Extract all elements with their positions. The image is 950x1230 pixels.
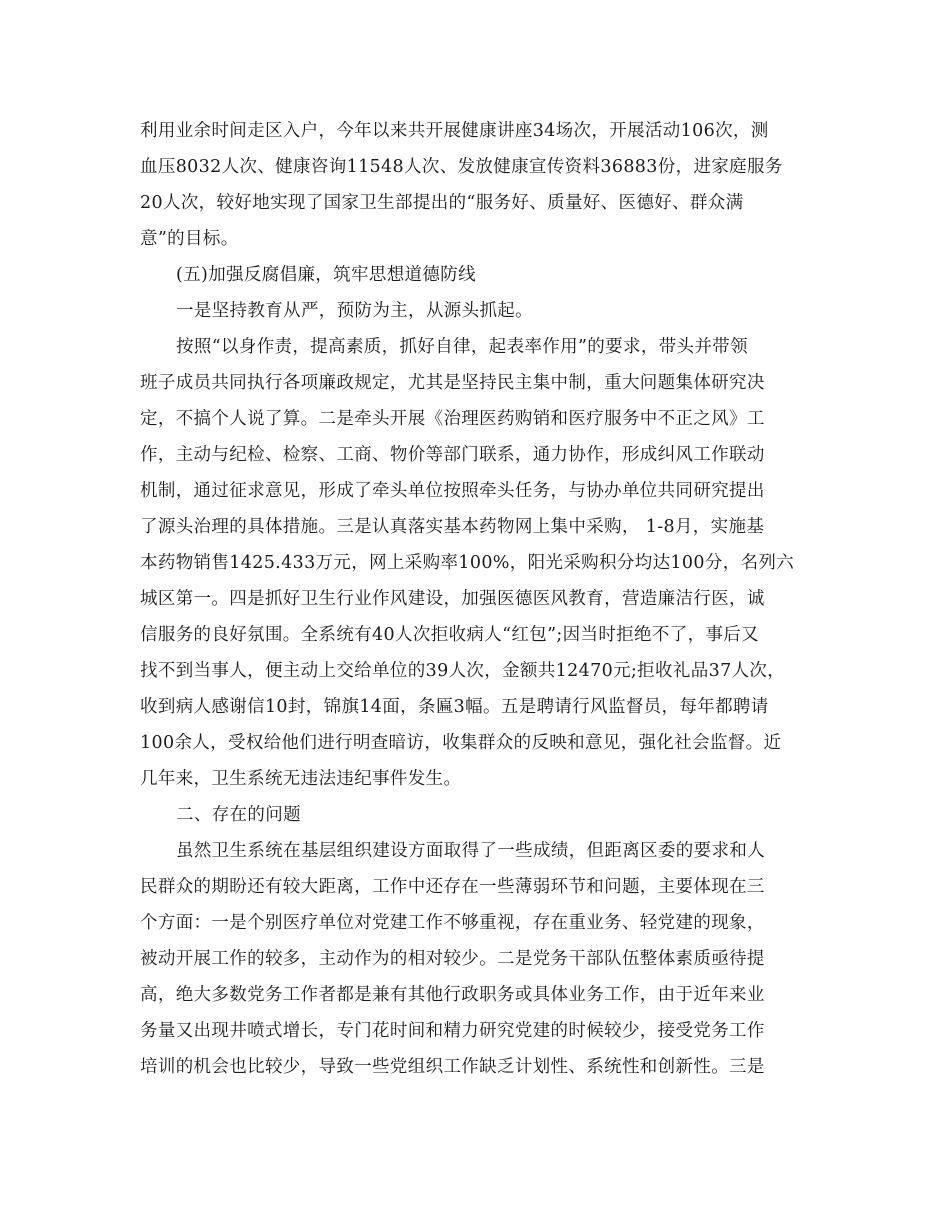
text-line: 一是坚持教育从严，预防为主，从源头抓起。	[176, 301, 533, 321]
section-heading: 二、存在的问题	[176, 805, 301, 825]
text-line: 机制，通过征求意见，形成了牵头单位按照牵头任务，与协办单位共同研究提出	[140, 481, 765, 501]
text-line: 民群众的期盼还有较大距离，工作中还存在一些薄弱环节和问题，主要体现在三	[140, 877, 765, 897]
text-line: 定，不搞个人说了算。二是牵头开展《治理医药购销和医疗服务中不正之风》工	[140, 409, 765, 429]
text-line: 利用业余时间走区入户，今年以来共开展健康讲座34场次，开展活动106次，测	[140, 121, 769, 141]
text-line: 20人次，较好地实现了国家卫生部提出的“服务好、质量好、医德好、群众满	[140, 193, 744, 213]
text-line: 班子成员共同执行各项廉政规定，尤其是坚持民主集中制，重大问题集体研究决	[140, 373, 765, 393]
text-line: 血压8032人次、健康咨询11548人次、发放健康宣传资料36883份，进家庭服务	[140, 157, 783, 177]
text-line: 收到病人感谢信10封，锦旗14面，条匾3幅。五是聘请行风监督员，每年都聘请	[140, 697, 769, 717]
text-line: 高，绝大多数党务工作者都是兼有其他行政职务或具体业务工作，由于近年来业	[140, 985, 765, 1005]
text-line: 信服务的良好氛围。全系统有40人次拒收病人“红包”;因当时拒绝不了，事后又	[140, 625, 760, 645]
paragraph-start-line: 按照“以身作责，提高素质，抓好自律，起表率作用”的要求，带头并带领	[176, 337, 748, 357]
text-line: 个方面：一是个别医疗单位对党建工作不够重视，存在重业务、轻党建的现象，	[140, 913, 765, 933]
text-line: 作，主动与纪检、检察、工商、物价等部门联系，通力协作，形成纠风工作联动	[140, 445, 765, 465]
text-line: 务量又出现井喷式增长，专门花时间和精力研究党建的时候较少，接受党务工作	[140, 1021, 765, 1041]
section-heading: (五)加强反腐倡廉，筑牢思想道德防线	[176, 265, 476, 285]
text-line: 100余人，受权给他们进行明查暗访，收集群众的反映和意见，强化社会监督。近	[140, 733, 782, 753]
text-line: 了源头治理的具体措施。三是认真落实基本药物网上集中采购， 1-8月，实施基	[140, 517, 765, 537]
text-line: 被动开展工作的较多，主动作为的相对较少。二是党务干部队伍整体素质亟待提	[140, 949, 765, 969]
text-line: 培训的机会也比较少，导致一些党组织工作缺乏计划性、系统性和创新性。三是	[140, 1057, 765, 1077]
text-line: 城区第一。四是抓好卫生行业作风建设，加强医德医风教育，营造廉洁行医，诚	[140, 589, 765, 609]
text-line: 找不到当事人，便主动上交给单位的39人次，金额共12470元;拒收礼品37人次，	[140, 661, 786, 681]
text-line: 意”的目标。	[140, 229, 239, 249]
text-line: 几年来，卫生系统无违法违纪事件发生。	[140, 769, 462, 789]
text-line: 本药物销售1425.433万元，网上采购率100%，阳光采购积分均达100分，名列六	[140, 553, 795, 573]
paragraph-start-line: 虽然卫生系统在基层组织建设方面取得了一些成绩，但距离区委的要求和人	[176, 841, 766, 861]
